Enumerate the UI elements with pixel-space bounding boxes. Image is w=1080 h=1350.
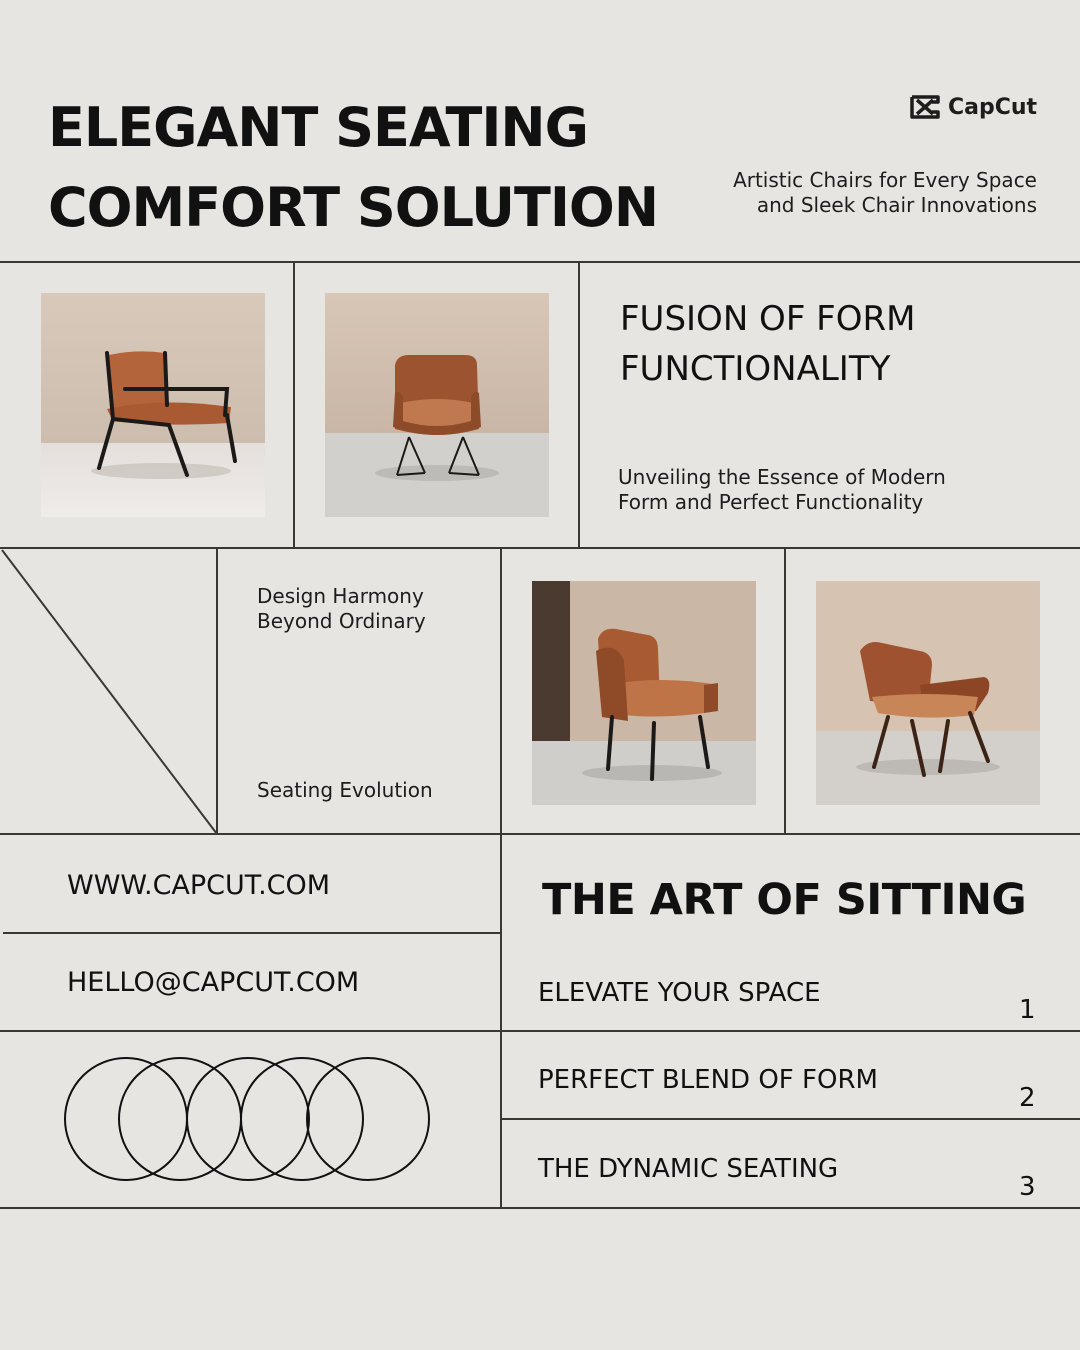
fusion-description-line-1: Unveiling the Essence of Modern (618, 465, 946, 489)
art-title: THE ART OF SITTING (542, 875, 1027, 925)
email-link[interactable]: HELLO@CAPCUT.COM (67, 967, 360, 998)
logo-text: CapCut (948, 94, 1038, 120)
fusion-heading (620, 294, 915, 394)
circles-decoration (60, 1053, 435, 1185)
divider-contact (3, 932, 501, 934)
title-line-1: ELEGANT SEATING (48, 96, 588, 159)
page-title (48, 88, 658, 248)
header-subtitle (733, 168, 1037, 218)
divider-list (501, 1118, 1080, 1120)
fusion-description-line-2: Form and Perfect Functionality (618, 490, 924, 514)
chair-photo-4 (816, 581, 1040, 805)
fusion-description (618, 465, 946, 515)
list-item-number-3: 3 (1019, 1172, 1036, 1202)
website-link[interactable]: WWW.CAPCUT.COM (67, 870, 331, 901)
capcut-logo-icon (910, 94, 940, 120)
divider-top (0, 261, 1080, 263)
divider-v1 (293, 262, 295, 548)
design-text-line-2: Beyond Ordinary (257, 609, 426, 633)
design-text-line-1: Design Harmony (257, 584, 424, 608)
chair-photo-2 (325, 293, 549, 517)
list-item-number-2: 2 (1019, 1083, 1036, 1113)
diagonal-decoration (0, 548, 218, 836)
design-caption: Seating Evolution (257, 778, 433, 802)
divider-bottom (0, 1207, 1080, 1209)
list-item-label-2: PERFECT BLEND OF FORM (538, 1065, 878, 1095)
divider-v4 (500, 548, 502, 1208)
fusion-heading-line-1: FUSION OF FORM (620, 299, 916, 339)
design-text (257, 584, 426, 634)
brand-logo (910, 94, 1037, 120)
list-item-label-3: THE DYNAMIC SEATING (538, 1154, 839, 1184)
title-line-2: COMFORT SOLUTION (48, 176, 659, 239)
subtitle-line-2: and Sleek Chair Innovations (756, 193, 1037, 217)
divider-row4 (0, 1030, 1080, 1032)
chair-photo-1 (41, 293, 265, 517)
subtitle-line-1: Artistic Chairs for Every Space (733, 168, 1037, 192)
chair-photo-3 (532, 581, 756, 805)
list-item-number-1: 1 (1019, 995, 1036, 1025)
fusion-heading-line-2: FUNCTIONALITY (620, 349, 891, 389)
divider-v5 (784, 548, 786, 834)
divider-v2 (578, 262, 580, 548)
list-item-label-1: ELEVATE YOUR SPACE (538, 978, 821, 1008)
